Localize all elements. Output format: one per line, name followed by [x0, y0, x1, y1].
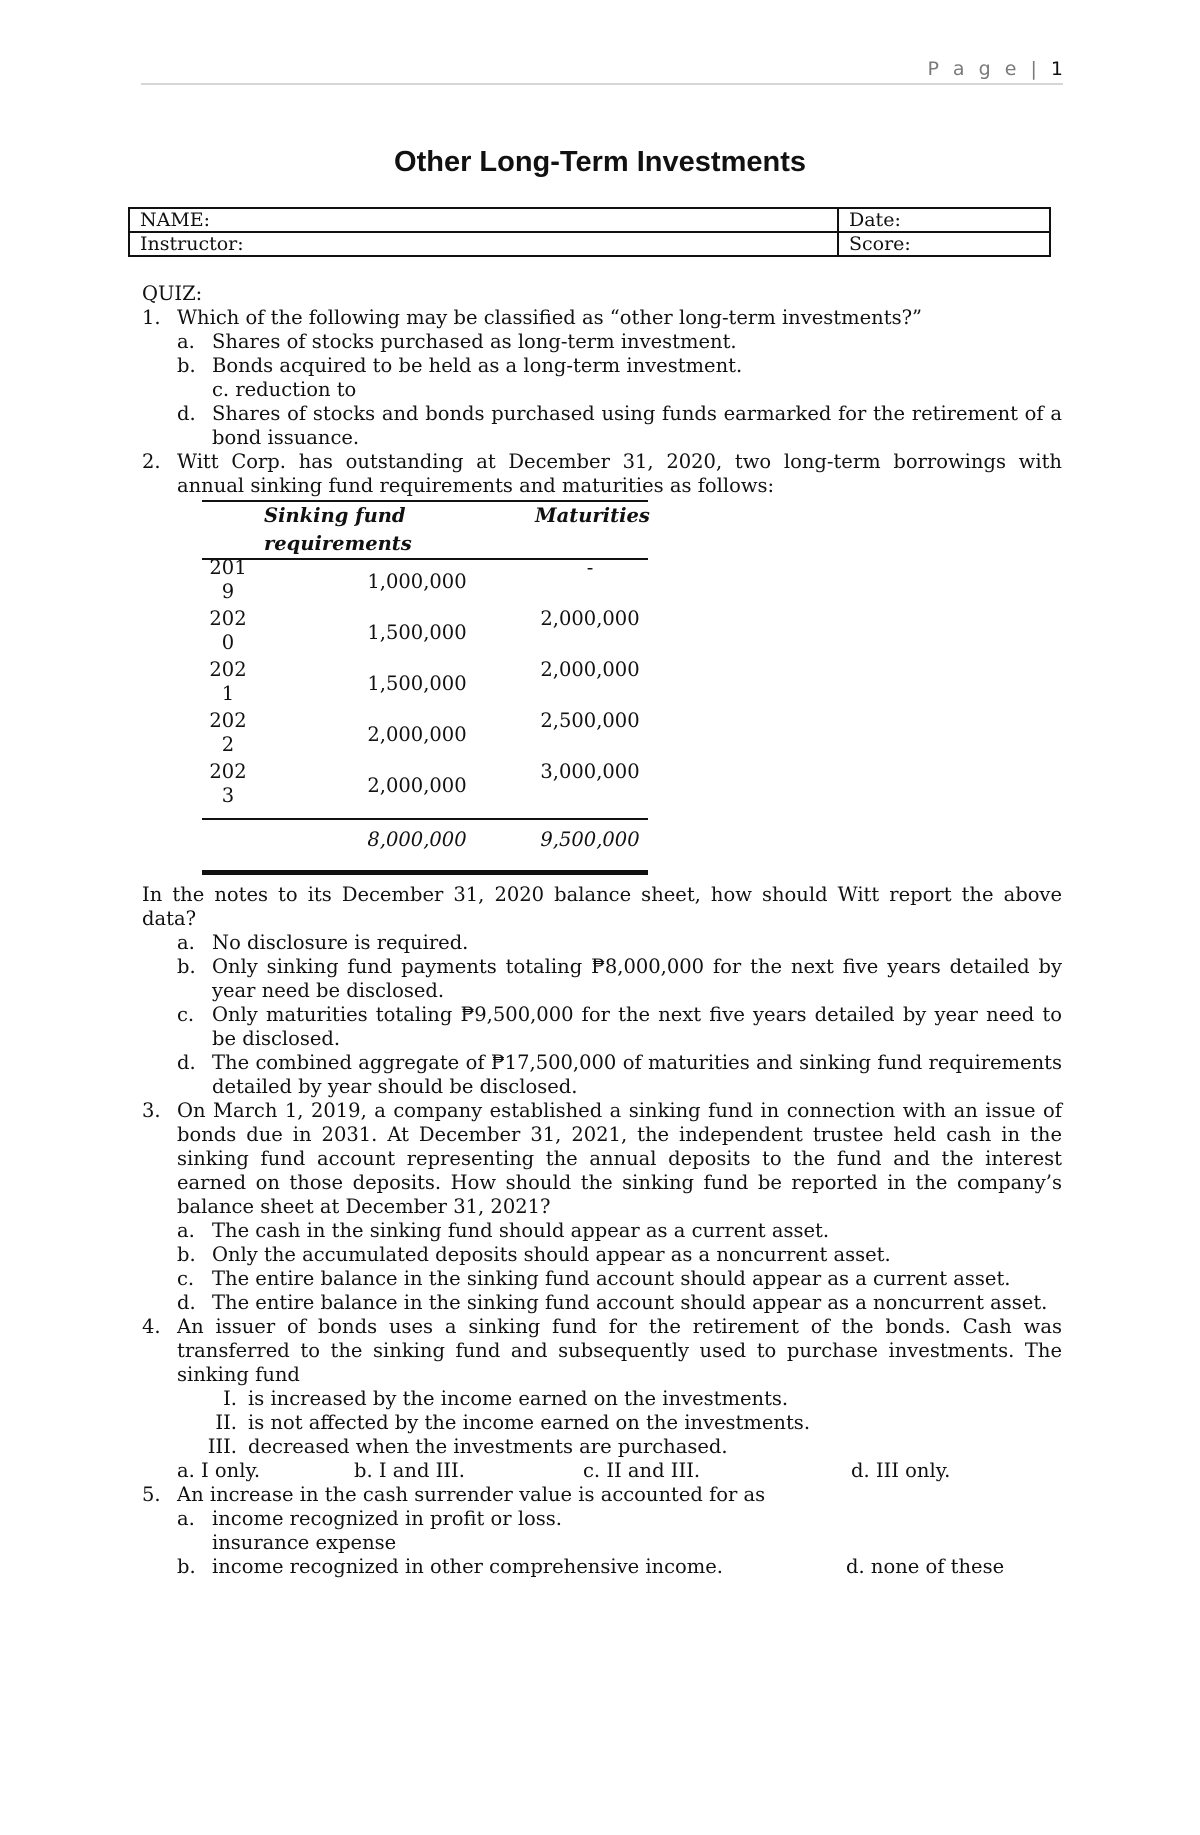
question-1 — [142, 306, 1062, 330]
question-number: 1. — [142, 306, 161, 329]
year-cell: 2020 — [209, 607, 247, 654]
choice-d: d. The combined aggregate of ₱17,500,000 of maturities and sinking fund requirements detailed by year should be disclosed. — [177, 1051, 1062, 1098]
sinking-cell: 1,500,000 — [367, 621, 467, 644]
choice-text: Only maturities totaling ₱9,500,000 for the next five years detailed by year need to be disclosed. — [212, 1003, 1062, 1050]
question-4 — [142, 1315, 1062, 1387]
header-sinking-fund: Sinking fund requirements — [264, 504, 412, 555]
choice-text: The entire balance in the sinking fund account should appear as a noncurrent asset. — [212, 1291, 1048, 1314]
question-number: 2. — [142, 450, 161, 473]
statement-text: decreased when the investments are purchased. — [248, 1435, 728, 1458]
sinking-cell: 1,500,000 — [367, 672, 467, 695]
year-cell: 2022 — [209, 709, 247, 756]
choice-a: a. No disclosure is required. — [177, 931, 469, 954]
choice-b-d-row: b. income recognized in other comprehensive income. d. none of these — [177, 1555, 1005, 1578]
page-number-value: 1 — [1050, 58, 1063, 80]
choice-d: d. Shares of stocks and bonds purchased using funds earmarked for the retirement of a bond issuance. — [177, 402, 1062, 449]
question-text: Which of the following may be classified as “other long-term investments?” — [177, 306, 922, 329]
page-number — [927, 58, 1063, 80]
choice-c: c. Only maturities totaling ₱9,500,000 for the next five years detailed by year need to be disclosed. — [177, 1003, 1062, 1050]
total-maturities: 9,500,000 — [540, 828, 640, 851]
choice-text: Shares of stocks purchased as long-term investment. — [212, 330, 737, 353]
question-text: Witt Corp. has outstanding at December 31, 2020, two long-term borrowings with annual sinking fund requirements and maturities as follows: — [177, 450, 1062, 497]
maturity-cell: 3,000,000 — [540, 760, 640, 783]
statement-ii: II. is not affected by the income earned on the investments. — [215, 1411, 811, 1434]
choice-a: a. Shares of stocks purchased as long-term investment. — [177, 330, 737, 353]
page-title: Other Long-Term Investments — [394, 146, 806, 178]
choice-a-text: income recognized in profit or loss. — [212, 1507, 563, 1530]
question-number: 4. — [142, 1315, 161, 1338]
question-5 — [142, 1483, 1062, 1507]
choice-text: The cash in the sinking fund should appear as a current asset. — [212, 1219, 830, 1242]
choice-a: a. The cash in the sinking fund should appear as a current asset. — [177, 1219, 830, 1242]
student-info-table — [128, 207, 1051, 257]
choice-c: c. II and III. — [583, 1459, 701, 1482]
instructor-cell: Instructor: — [129, 232, 838, 256]
choice-b: b. I and III. — [354, 1459, 465, 1482]
sinking-cell: 1,000,000 — [367, 570, 467, 593]
choice-c-overflow: insurance expense — [212, 1531, 397, 1554]
choice-b-text: income recognized in other comprehensive income. — [212, 1555, 724, 1578]
question-text: An issuer of bonds uses a sinking fund for the retirement of the bonds. Cash was transferred to the sinking fund and subsequently used to purchase investments. The sinking fund — [177, 1315, 1062, 1386]
question-number: 3. — [142, 1099, 161, 1122]
maturity-cell: - — [586, 556, 594, 579]
choice-c: c. reduction to — [212, 378, 357, 401]
choice-b: b. Only the accumulated deposits should appear as a noncurrent asset. — [177, 1243, 891, 1266]
choice-text: Bonds acquired to be held as a long-term investment. — [212, 354, 743, 377]
question-2 — [142, 450, 1062, 498]
question-3 — [142, 1099, 1062, 1219]
question-number: 5. — [142, 1483, 161, 1506]
sinking-cell: 2,000,000 — [367, 774, 467, 797]
question-text: An increase in the cash surrender value is accounted for as — [177, 1483, 766, 1506]
year-cell: 2019 — [209, 556, 247, 603]
choice-d: d. The entire balance in the sinking fund account should appear as a noncurrent asset. — [177, 1291, 1048, 1314]
statement-i: I. is increased by the income earned on the investments. — [223, 1387, 789, 1410]
statement-iii: III. decreased when the investments are purchased. — [207, 1435, 728, 1458]
sinking-fund-table — [202, 500, 648, 875]
quiz-body — [142, 282, 1062, 1579]
choice-c: c. The entire balance in the sinking fund account should appear as a current asset. — [177, 1267, 1011, 1290]
name-cell: NAME: — [129, 208, 838, 232]
choices-row — [142, 1459, 1062, 1483]
choice-b: b. Bonds acquired to be held as a long-term investment. — [177, 354, 743, 377]
choice-text: No disclosure is required. — [212, 931, 469, 954]
choice-d: d. none of these — [846, 1555, 1005, 1578]
maturity-cell: 2,000,000 — [540, 607, 640, 630]
choice-d: d. III only. — [851, 1459, 951, 1482]
subtotal-rule — [202, 818, 648, 820]
header-maturities: Maturities — [535, 504, 650, 527]
choice-b: b. Only sinking fund payments totaling ₱8,000,000 for the next five years detailed by year need be disclosed. — [177, 955, 1062, 1002]
choice-text: Shares of stocks and bonds purchased using funds earmarked for the retirement of a bond issuance. — [212, 402, 1062, 449]
date-cell: Date: — [838, 208, 1050, 232]
choice-a: a. I only. — [177, 1459, 261, 1482]
page-label: P a g e | — [927, 58, 1041, 80]
choice-text: Only sinking fund payments totaling ₱8,000,000 for the next five years detailed by year need be disclosed. — [212, 955, 1062, 1002]
maturity-cell: 2,500,000 — [540, 709, 640, 732]
question-followup: In the notes to its December 31, 2020 balance sheet, how should Witt report the above data? — [142, 883, 1062, 930]
choice-text: Only the accumulated deposits should appear as a noncurrent asset. — [212, 1243, 891, 1266]
quiz-label: QUIZ: — [142, 282, 203, 305]
choice-a-c-row: a. income recognized in profit or loss. insurance expense — [177, 1507, 563, 1554]
sinking-cell: 2,000,000 — [367, 723, 467, 746]
statement-text: is not affected by the income earned on the investments. — [248, 1411, 811, 1434]
year-cell: 2021 — [209, 658, 247, 705]
total-sinking: 8,000,000 — [367, 828, 467, 851]
choice-text: The combined aggregate of ₱17,500,000 of maturities and sinking fund requirements detailed by year should be disclosed. — [212, 1051, 1062, 1098]
question-text: On March 1, 2019, a company established a sinking fund in connection with an issue of bonds due in 2031. At December 31, 2021, the independent trustee held cash in the sinking fund account representing the annual deposits to the fund and the interest earned on those deposits. How should the sinking fund be reported in the company’s balance sheet at December 31, 2021? — [177, 1099, 1062, 1218]
maturity-cell: 2,000,000 — [540, 658, 640, 681]
choice-text: The entire balance in the sinking fund account should appear as a current asset. — [212, 1267, 1011, 1290]
statement-text: is increased by the income earned on the investments. — [248, 1387, 789, 1410]
year-cell: 2023 — [209, 760, 247, 807]
score-cell: Score: — [838, 232, 1050, 256]
double-rule — [202, 870, 648, 875]
header-rule — [141, 83, 1063, 85]
